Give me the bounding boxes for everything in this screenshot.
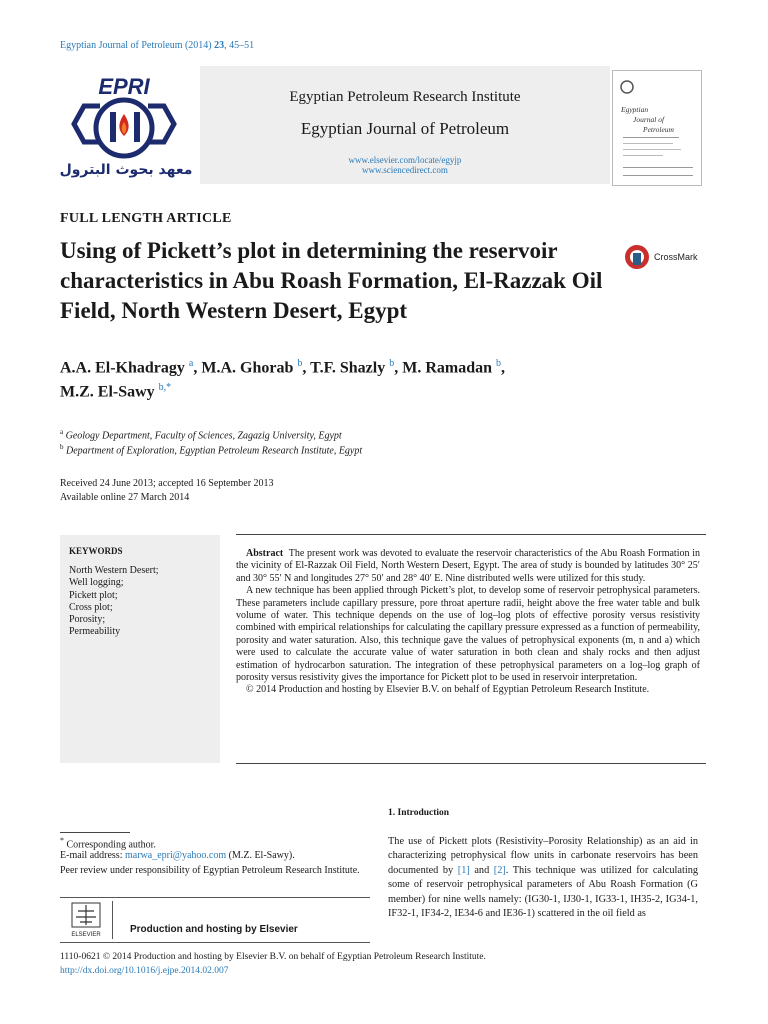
intro-text-run: . This technique was utilized for calculating some of reservoir petrophysical parameters of Abu Roash Formation (G member) for nine wells namely: (IG30-1, IJ30-1, IG33-1, IH35-2, IG34-1, IF32-1, IF34-2, IE34-6 and IE36-1) scattered in the oil field as bbox=[388, 864, 698, 920]
corresponding-author-label: Corresponding author. bbox=[64, 839, 156, 851]
email-suffix: (M.Z. El-Sawy). bbox=[226, 850, 295, 861]
elsevier-url-link[interactable]: www.elsevier.com/locate/egyjp bbox=[348, 155, 462, 165]
reference-link[interactable]: [2] bbox=[493, 864, 506, 876]
cover-title bbox=[621, 105, 674, 135]
crossmark-label: CrossMark bbox=[654, 252, 698, 262]
sciencedirect-url-link[interactable]: www.sciencedirect.com bbox=[362, 165, 448, 175]
elsevier-logo bbox=[66, 901, 106, 939]
journal-reference[interactable] bbox=[60, 40, 254, 51]
elsevier-divider bbox=[112, 901, 113, 939]
article-title: Using of Pickett’s plot in determining the reservoir characteristics in Abu Roash Formation, El-Razzak Oil Field, North Western Desert, Egypt bbox=[60, 238, 603, 323]
affiliation-mark: a bbox=[60, 428, 64, 436]
author-affiliation-link[interactable]: b bbox=[297, 358, 303, 369]
author-separator: , bbox=[302, 359, 311, 377]
footnote-mark: * bbox=[60, 836, 64, 845]
epri-logo-arabic: معهد بحوث البترول bbox=[60, 162, 193, 178]
author-name: M. Ramadan bbox=[402, 359, 492, 377]
epri-logo-text: EPRI bbox=[98, 74, 150, 99]
author-name: M.A. Ghorab bbox=[201, 359, 294, 377]
abstract-copyright: © 2014 Production and hosting by Elsevier B.V. on behalf of Egyptian Petroleum Research Institute. bbox=[246, 684, 650, 696]
keywords-box bbox=[60, 535, 220, 763]
affiliation bbox=[60, 443, 362, 456]
email-link[interactable]: marwa_epri@yahoo.com bbox=[124, 850, 227, 861]
journal-header bbox=[60, 66, 706, 184]
abstract-text bbox=[236, 548, 700, 697]
author-list bbox=[60, 354, 680, 403]
cover-title-line: Petroleum bbox=[643, 125, 674, 134]
keyword-item: North Western Desert; bbox=[69, 565, 159, 576]
author-separator: , bbox=[394, 359, 403, 377]
affiliation-text: Department of Exploration, Egyptian Petroleum Research Institute, Egypt bbox=[66, 445, 363, 457]
journal-cover-thumbnail[interactable] bbox=[612, 70, 702, 186]
epri-logo bbox=[60, 66, 196, 184]
production-hosting-label: Production and hosting by Elsevier bbox=[130, 924, 298, 935]
elsevier-production-box bbox=[60, 897, 370, 943]
journal-title-box bbox=[200, 66, 610, 184]
abstract-paragraph: A new technique has been applied through Pickett’s plot, to develop some of reservoir petrophysical parameters. These parameters include capillary pressure, pore throat aperture radii, height above the free water table and bulk volume of water. This technique depends on the use of log–log plots of effective porosity versus resistivity combined with empirical relationships for calculating the capillary pressure expressed as a function of permeability, porosity and water saturation. Also, this technique gave the values of petrophysical exponents (m, n and a) which were used to calculate the accurate value of water saturation in both clean and shaly rocks and then adjust estimation of hydrocarbon saturation. The integration of these petrophysical parameters on a log–log graph of porosity versus resistivity gives the importance for Pickett plot to be used in reservoir interpretation. bbox=[236, 585, 700, 684]
abstract-paragraph: The present work was devoted to evaluate the reservoir characteristics of the Abu Roash Formation in the vicinity of El-Razzak Oil Field, North Western Desert, Egypt. The area of study is bounded by latitudes 30° 25′ and 30° 55′ N and longitudes 27° 50′ and 28° 40′ E. Nine distributed wells were utilized for this study. bbox=[236, 548, 701, 584]
journal-ref-prefix: Egyptian Journal of Petroleum (2014) bbox=[60, 40, 215, 51]
affiliation-text: Geology Department, Faculty of Sciences, Zagazig University, Egypt bbox=[65, 430, 342, 442]
keywords-title: KEYWORDS bbox=[69, 546, 123, 556]
author-separator: , bbox=[501, 359, 505, 377]
author-name: T.F. Shazly bbox=[310, 359, 386, 377]
journal-ref-pages: , 45–51 bbox=[224, 40, 255, 51]
email-label: E-mail address: bbox=[60, 850, 125, 861]
keyword-item: Permeability bbox=[69, 626, 121, 638]
intro-text-run: The use of Pickett plots (Resistivity–Porosity Relationship) as an aid in characterizing petrophysical flow units in carbonate reservoirs has been documented by bbox=[388, 836, 698, 876]
abstract-label: Abstract bbox=[246, 548, 284, 559]
abstract-section bbox=[236, 534, 706, 764]
affiliation-mark: b bbox=[60, 443, 64, 451]
author-affiliation-link[interactable]: b bbox=[496, 358, 501, 369]
corresponding-author-note bbox=[60, 836, 156, 850]
cover-title-line: Egyptian bbox=[621, 105, 649, 114]
journal-ref-volume: 23 bbox=[214, 40, 225, 51]
email-note bbox=[60, 850, 295, 861]
article-type: FULL LENGTH ARTICLE bbox=[60, 211, 232, 226]
author-name: M.Z. El-Sawy bbox=[60, 383, 155, 401]
affiliation bbox=[60, 428, 342, 441]
author-separator: , bbox=[193, 359, 202, 377]
author-affiliation-link[interactable]: b,* bbox=[158, 382, 172, 394]
intro-paragraph bbox=[388, 835, 698, 921]
author-affiliation-link[interactable]: a bbox=[188, 358, 194, 369]
cover-title-line: Journal of bbox=[633, 115, 665, 124]
institute-name: Egyptian Petroleum Research Institute bbox=[289, 89, 521, 105]
keyword-item: Porosity; bbox=[69, 614, 106, 626]
received-dates: Received 24 June 2013; accepted 16 September 2013 bbox=[60, 478, 274, 489]
section-heading: 1. Introduction bbox=[388, 808, 450, 818]
available-online-date: Available online 27 March 2014 bbox=[60, 492, 190, 503]
crossmark-icon bbox=[624, 244, 650, 270]
keyword-item: Well logging; bbox=[69, 577, 124, 589]
footnote-divider bbox=[60, 832, 130, 833]
keyword-item: Pickett plot; bbox=[69, 589, 118, 601]
reference-link[interactable]: [1] bbox=[457, 864, 470, 876]
author-affiliation-link[interactable]: b bbox=[389, 358, 395, 369]
intro-text-run: and bbox=[469, 864, 494, 876]
peer-review-note: Peer review under responsibility of Egyptian Petroleum Research Institute. bbox=[60, 865, 360, 876]
keyword-item: Cross plot; bbox=[69, 601, 113, 613]
author-name: A.A. El-Khadragy bbox=[60, 359, 185, 377]
journal-name: Egyptian Journal of Petroleum bbox=[300, 119, 510, 138]
keywords-list bbox=[69, 565, 159, 639]
elsevier-logo-text: ELSEVIER bbox=[71, 932, 101, 938]
issn-footer: 1110-0621 © 2014 Production and hosting by Elsevier B.V. on behalf of Egyptian Petroleum Research Institute. bbox=[60, 952, 486, 962]
crossmark-button[interactable] bbox=[624, 244, 704, 270]
doi-link[interactable]: http://dx.doi.org/10.1016/j.ejpe.2014.02.007 bbox=[60, 966, 229, 976]
